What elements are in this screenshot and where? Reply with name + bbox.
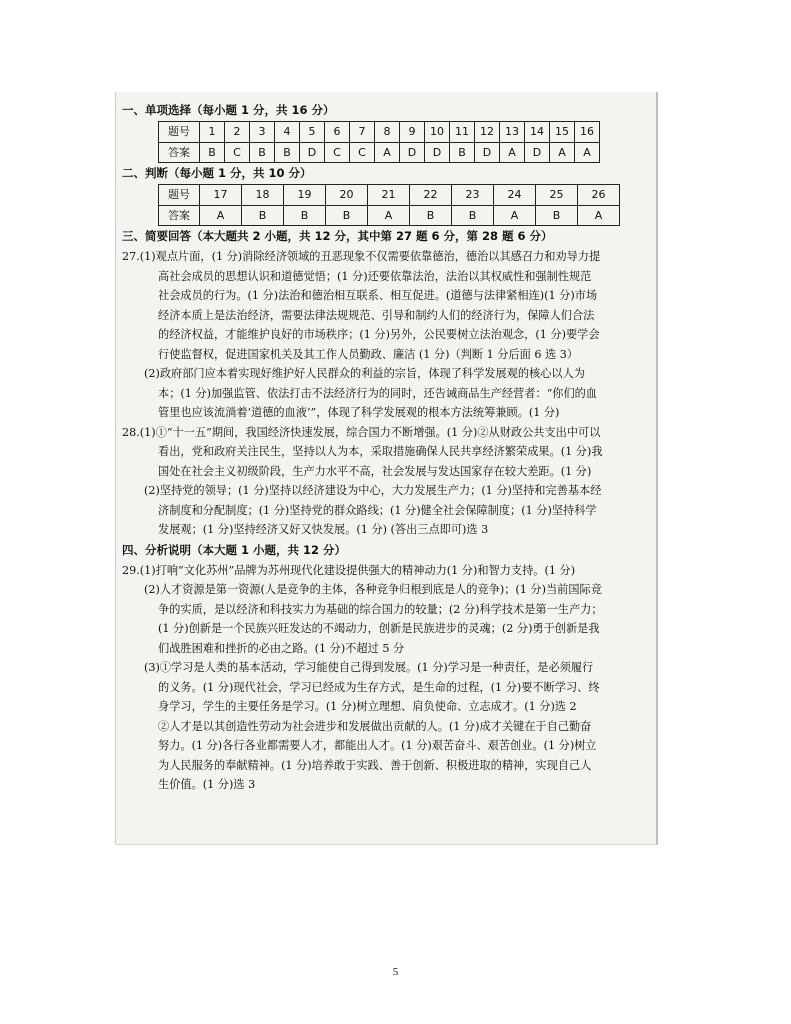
answer-cell: A [575, 142, 600, 163]
question-number: 6 [325, 122, 350, 143]
answer-cell: A [375, 142, 400, 163]
section1-heading: 一、单项选择（每小题 1 分，共 16 分） [122, 103, 335, 117]
section2-answer-table [158, 184, 620, 226]
answer-cell: B [536, 205, 578, 226]
q29-3-line: (3)①学习是人类的基本活动，学习能使自己得到发展。(1 分)学习是一种责任，是必须履行 [144, 661, 594, 674]
answer-cell: C [350, 142, 375, 163]
answer-cell: B [326, 205, 368, 226]
answer-cell: D [475, 142, 500, 163]
question-number: 7 [350, 122, 375, 143]
question-number: 8 [375, 122, 400, 143]
question-number: 12 [475, 122, 500, 143]
section4-heading: 四、分析说明（本大题 1 小题，共 12 分） [122, 542, 347, 557]
q29-2-line: (2)人才资源是第一资源(人是竞争的主体，各种竞争归根到底是人的竞争)；(1 分)当前国际竞 [144, 583, 602, 596]
q27-2-line: 本；(1 分)加强监管、依法打击不法经济行为的同时，还告诫商品生产经营者：“你们的血 [158, 386, 598, 400]
question-number: 15 [550, 122, 575, 143]
question-number: 24 [494, 185, 536, 206]
q29-3-line: 身学习，学生的主要任务是学习。(1 分)树立理想、肩负使命、立志成才。(1 分)选 2 [158, 700, 577, 713]
row-label: 答案 [159, 142, 200, 163]
answer-cell: B [284, 205, 326, 226]
question-number: 2 [225, 122, 250, 143]
q28-line: 看出，党和政府关注民生，坚持以人为本，采取措施确保人民共享经济繁荣成果。(1 分)我 [158, 445, 603, 458]
answer-cell: B [410, 205, 452, 226]
question-number: 1 [200, 122, 225, 143]
answer-cell: B [242, 205, 284, 226]
answer-content [122, 100, 652, 795]
answer-cell: A [494, 205, 536, 226]
answer-cell: A [500, 142, 525, 163]
answer-cell: D [300, 142, 325, 163]
answer-cell: A [200, 205, 242, 226]
answer-cell: B [250, 142, 275, 163]
question-number: 19 [284, 185, 326, 206]
q27-line: 27.(1)观点片面，(1 分)消除经济领域的丑恶现象不仅需要依靠德治，德治以其感召力和劝导力提 [122, 250, 601, 263]
question-number: 20 [326, 185, 368, 206]
q27-line: 经济本质上是法治经济，需要法律法规规范、引导和制约人们的经济行为，保障人们合法 [158, 308, 595, 322]
q27-line: 高社会成员的思想认识和道德觉悟；(1 分)还要依靠法治，法治以其权威性和强制性规范 [158, 269, 592, 283]
q28-line: 28.(1)①“十一五”期间，我国经济快速发展，综合国力不断增强。(1 分)②从财政公共支出中可以 [122, 425, 601, 439]
answer-cell: B [275, 142, 300, 163]
question-number: 5 [300, 122, 325, 143]
q29-2-line: (1 分)创新是一个民族兴旺发达的不竭动力，创新是民族进步的灵魂；(2 分)勇于创新是我 [158, 622, 600, 635]
answer-cell: D [525, 142, 550, 163]
row-label: 题号 [159, 122, 200, 143]
q27-line: 社会成员的行为。(1 分)法治和德治相互联系、相互促进。(道德与法律紧相连)(1 分)市场 [158, 289, 598, 302]
question-number: 14 [525, 122, 550, 143]
q27-line: 行使监督权，促进国家机关及其工作人员勤政、廉洁 (1 分)（判断 1 分后面 6 选 3） [158, 347, 579, 361]
q28-2-line: 济制度和分配制度；(1 分)坚持党的群众路线；(1 分)健全社会保障制度；(1 分)坚持科学 [158, 503, 597, 517]
answer-cell: B [450, 142, 475, 163]
answer-cell: C [325, 142, 350, 163]
page-number: 5 [392, 966, 399, 978]
q29-2-line: 们战胜困难和挫折的必由之路。(1 分)不超过 5 分 [158, 641, 405, 655]
question-number: 13 [500, 122, 525, 143]
q27-2-line: 管里也应该流淌着‘道德的血液’”，体现了科学发展观的根本方法统筹兼顾。(1 分) [158, 406, 560, 419]
q28-2-line: 发展观；(1 分)坚持经济又好又快发展。(1 分) (答出三点即可)选 3 [158, 523, 489, 536]
question-number: 4 [275, 122, 300, 143]
q29-3b-line: 努力。(1 分)各行各业都需要人才，都能出人才。(1 分)艰苦奋斗、艰苦创业。(1 分)树立 [158, 739, 597, 752]
q27-line: 的经济权益，才能维护良好的市场秩序；(1 分)另外，公民要树立法治观念，(1 分)要学会 [158, 328, 600, 341]
q27-2-line: (2)政府部门应本着实现好维护好人民群众的利益的宗旨，体现了科学发展观的核心以人为 [144, 367, 585, 380]
answer-cell: D [425, 142, 450, 163]
question-number: 16 [575, 122, 600, 143]
answer-cell: A [368, 205, 410, 226]
answer-cell: B [452, 205, 494, 226]
question-number: 23 [452, 185, 494, 206]
q29-3b-line: 为人民服务的奉献精神。(1 分)培养敢于实践、善于创新、积极进取的精神，实现自己人 [158, 758, 592, 772]
q28-2-line: (2)坚持党的领导；(1 分)坚持以经济建设为中心，大力发展生产力；(1 分)坚持和完善基本经 [144, 484, 602, 497]
q29-3b-line: 生价值。(1 分)选 3 [158, 778, 256, 791]
answer-cell: D [400, 142, 425, 163]
q29-3b-line: ②人才是以其创造性劳动为社会进步和发展做出贡献的人。(1 分)成才关键在于自己勤奋 [158, 719, 592, 733]
section1-answer-table [158, 121, 600, 163]
question-number: 3 [250, 122, 275, 143]
row-label: 答案 [159, 205, 200, 226]
q29-2-line: 争的实质，是以经济和科技实力为基础的综合国力的较量；(2 分)科学技术是第一生产力； [158, 602, 603, 616]
q29-1-line: 29.(1)打响“文化苏州”品牌为苏州现代化建设提供强大的精神动力(1 分)和智力支持。(1 分) [122, 563, 576, 577]
row-label: 题号 [159, 185, 200, 206]
section2-number-row [159, 185, 620, 206]
section2-heading: 二、判断（每小题 1 分，共 10 分） [122, 166, 312, 180]
question-number: 26 [578, 185, 620, 206]
answer-cell: A [578, 205, 620, 226]
question-number: 17 [200, 185, 242, 206]
question-number: 11 [450, 122, 475, 143]
answer-cell: B [200, 142, 225, 163]
section1-number-row [159, 122, 600, 143]
question-number: 18 [242, 185, 284, 206]
question-number: 21 [368, 185, 410, 206]
question-number: 25 [536, 185, 578, 206]
scanned-answer-sheet [115, 92, 658, 845]
answer-cell: A [550, 142, 575, 163]
q28-line: 国处在社会主义初级阶段，生产力水平不高，社会发展与发达国家存在较大差距。(1 分) [158, 464, 592, 478]
question-number: 22 [410, 185, 452, 206]
question-number: 9 [400, 122, 425, 143]
section3-heading: 三、简要回答（本大题共 2 小题，共 12 分，其中第 27 题 6 分，第 28 题 6 分） [122, 229, 553, 243]
answer-cell: C [225, 142, 250, 163]
q29-3-line: 的义务。(1 分)现代社会，学习已经成为生存方式，是生命的过程，(1 分)要不断学习、终 [158, 680, 600, 694]
question-number: 10 [425, 122, 450, 143]
section1-answer-row [159, 142, 600, 163]
section2-answer-row [159, 205, 620, 226]
